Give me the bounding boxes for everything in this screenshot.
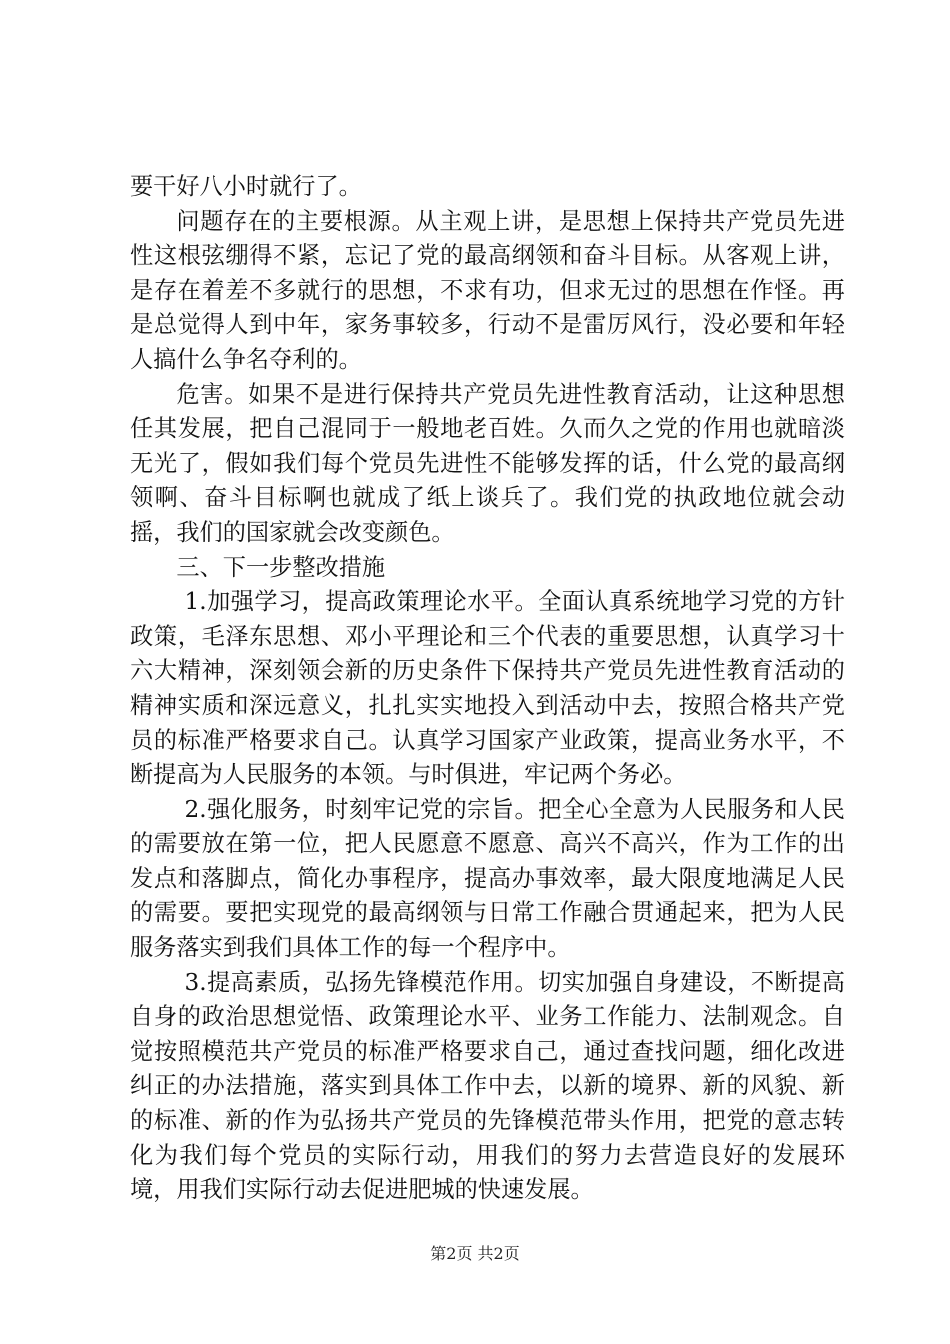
page-footer [0, 1244, 950, 1264]
document-body [130, 170, 845, 1208]
paragraph-root-cause: 问题存在的主要根源。从主观上讲，是思想上保持共产党员先进性这根弦绷得不紧，忘记了党的最高纲领和奋斗目标。从客观上讲，是存在着差不多就行的思想，不求有功，但求无过的思想在作怪。再是总觉得人到中年，家务事较多，行动不是雷厉风行，没必要和年轻人搞什么争名夺利的。 [130, 207, 845, 373]
paragraph-measure-2: 2.强化服务，时刻牢记党的宗旨。把全心全意为人民服务和人民的需要放在第一位，把人民愿意不愿意、高兴不高兴，作为工作的出发点和落脚点，简化办事程序，提高办事效率，最大限度地满足人民的需要。要把实现党的最高纲领与日常工作融合贯通起来，把为人民服务落实到我们具体工作的每一个程序中。 [130, 795, 845, 962]
page-number-label: 第2页 共2页 [430, 1244, 520, 1263]
paragraph-measure-1: 1.加强学习，提高政策理论水平。全面认真系统地学习党的方针政策，毛泽东思想、邓小平理论和三个代表的重要思想，认真学习十六大精神，深刻领会新的历史条件下保持共产党员先进性教育活动的精神实质和深远意义，扎扎实实地投入到活动中去，按照合格共产党员的标准严格要求自己。认真学习国家产业政策，提高业务水平，不断提高为人民服务的本领。与时俱进，牢记两个务必。 [130, 588, 845, 789]
paragraph-measure-3: 3.提高素质，弘扬先锋模范作用。切实加强自身建设，不断提高自身的政治思想觉悟、政策理论水平、业务工作能力、法制观念。自觉按照模范共产党员的标准严格要求自己，通过查找问题，细化改进纠正的办法措施，落实到具体工作中去，以新的境界、新的风貌、新的标准、新的作为弘扬共产党员的先锋模范带头作用，把党的意志转化为我们每个党员的实际行动，用我们的努力去营造良好的发展环境，用我们实际行动去促进肥城的快速发展。 [130, 968, 845, 1204]
paragraph-harm: 危害。如果不是进行保持共产党员先进性教育活动，让这种思想任其发展，把自己混同于一般地老百姓。久而久之党的作用也就暗淡无光了，假如我们每个党员先进性不能够发挥的话，什么党的最高纲领啊、奋斗目标啊也就成了纸上谈兵了。我们党的执政地位就会动摇，我们的国家就会改变颜色。 [130, 380, 845, 546]
section-heading-next-steps: 三、下一步整改措施 [176, 553, 386, 581]
paragraph-continuation: 要干好八小时就行了。 [130, 173, 362, 200]
